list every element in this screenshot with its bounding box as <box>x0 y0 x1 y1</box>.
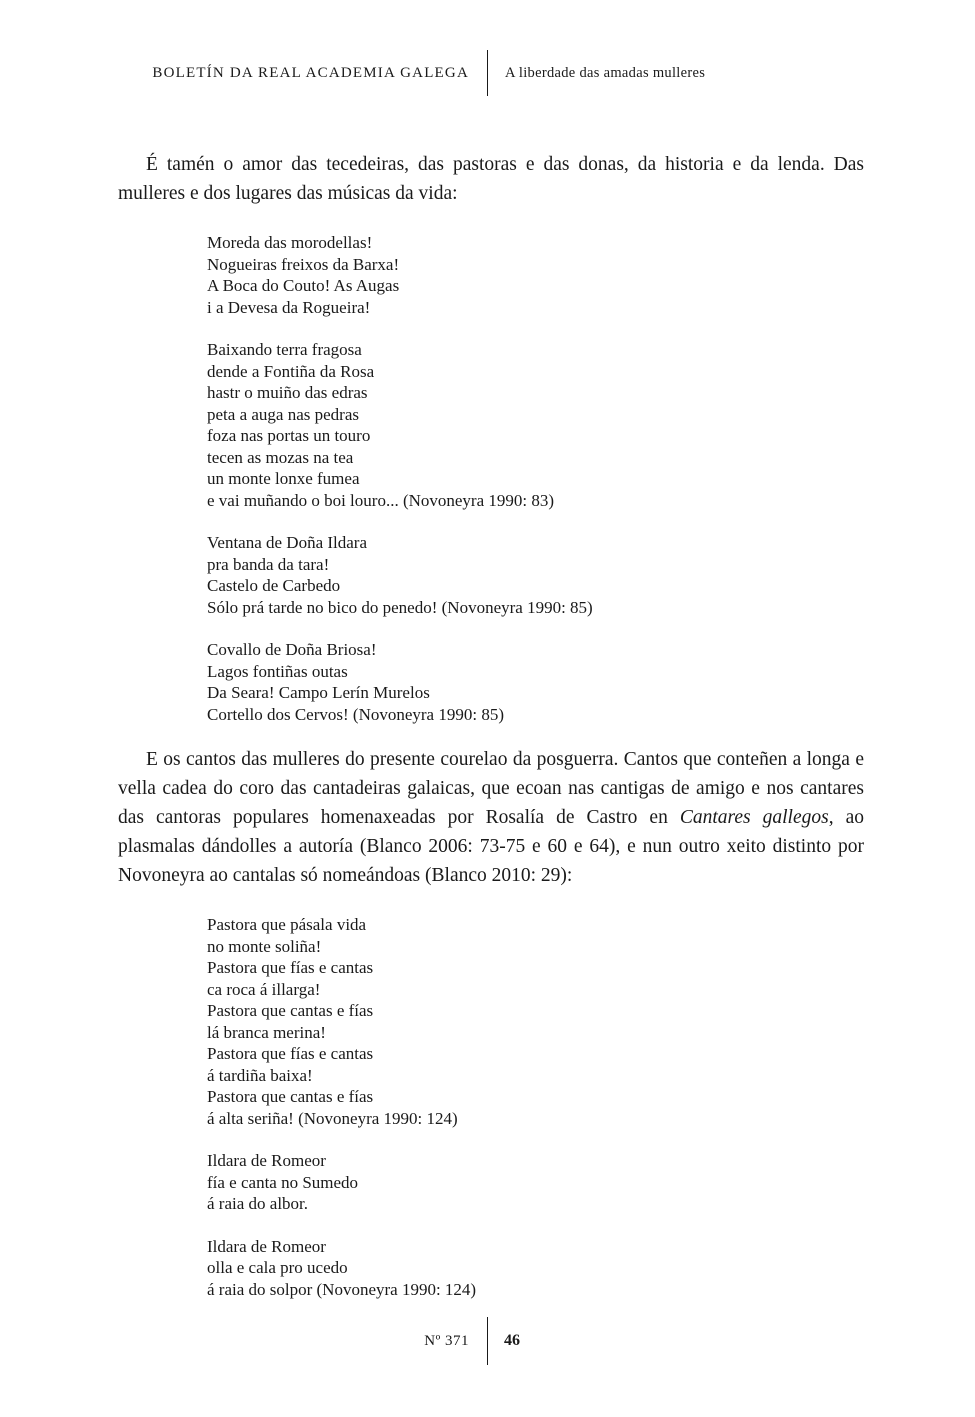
poem-stanza <box>207 639 864 725</box>
running-header <box>0 50 975 96</box>
poem-line: Moreda das morodellas! <box>207 233 373 252</box>
poem-line: Pastora que cantas e fías <box>207 1001 374 1020</box>
poem-stanza <box>207 1236 864 1301</box>
poem-line: lá branca merina! <box>207 1022 326 1042</box>
poem-line: á raia do albor. <box>207 1194 309 1213</box>
text-segment: E os cantos das mulleres do presente courelao da posguerra. Cantos que conteñen a longa e vella cadea do coro das cantadeiras galaicas, que ecoan nas cantigas de amigo e nos cantares das cantoras populares homenaxeadas por Rosalía de Castro en <box>118 749 864 828</box>
poem-line: un monte lonxe fumea <box>207 469 360 488</box>
poem-line: no monte soliña! <box>207 936 322 956</box>
article-title: A liberdade das amadas mulleres <box>505 64 706 81</box>
poem-line: i a Devesa da Rogueira! <box>207 297 371 317</box>
page-footer <box>0 1316 975 1366</box>
text-segment: , ao plasmalas dándolles a autoría (Blanco 2006: 73-75 e 60 e 64), e nun outro xeito distinto por Novoneyra ao cantalas só nomeándoas (Blanco 2010: 29): <box>118 807 864 886</box>
poem-line: hastr o muiño das edras <box>207 383 368 402</box>
poem-line: Ildara de Romeor <box>207 1151 326 1170</box>
poem-quotes-group-2 <box>207 914 864 1300</box>
journal-title: BOLETÍN DA REAL ACADEMIA GALEGA <box>152 64 469 81</box>
poem-line: Pastora que fías e cantas <box>207 958 374 977</box>
text-column <box>118 150 864 1300</box>
poem-line: Pastora que pásala vida <box>207 915 367 934</box>
poem-line: Covallo de Doña Briosa! <box>207 640 377 659</box>
paragraph-intro <box>118 150 864 208</box>
poem-line: Baixando terra fragosa <box>207 340 362 359</box>
poem-stanza <box>207 532 864 618</box>
poem-line: á alta seriña! (Novoneyra 1990: 124) <box>207 1108 458 1128</box>
poem-stanza <box>207 1150 864 1215</box>
text-segment: É tamén o amor das tecedeiras, das pastoras e das donas, da historia e da lenda. Das mulleres e dos lugares das músicas da vida: <box>118 154 864 204</box>
italic-text-segment: Cantares gallegos <box>679 807 829 828</box>
poem-line: olla e cala pro ucedo <box>207 1258 348 1277</box>
poem-line: á tardiña baixa! <box>207 1065 313 1085</box>
poem-line: Sólo prá tarde no bico do penedo! (Novoneyra 1990: 85) <box>207 597 593 617</box>
poem-line: tecen as mozas na tea <box>207 447 354 467</box>
poem-stanza <box>207 914 864 1129</box>
poem-line: pra banda da tara! <box>207 554 330 574</box>
poem-line: peta a auga nas pedras <box>207 404 359 424</box>
poem-line: Cortello dos Cervos! (Novoneyra 1990: 85) <box>207 704 504 724</box>
poem-line: e vai muñando o boi louro... (Novoneyra 1990: 83) <box>207 490 555 510</box>
poem-line: dende a Fontiña da Rosa <box>207 361 375 381</box>
poem-stanza <box>207 232 864 318</box>
poem-line: Ventana de Doña Ildara <box>207 533 368 552</box>
poem-line: Da Seara! Campo Lerín Murelos <box>207 683 430 702</box>
poem-line: á raia do solpor (Novoneyra 1990: 124) <box>207 1279 477 1299</box>
paragraph-cantos <box>118 745 864 890</box>
poem-line: Pastora que fías e cantas <box>207 1044 374 1063</box>
poem-quotes-group-1 <box>207 232 864 725</box>
poem-line: Ildara de Romeor <box>207 1236 326 1256</box>
poem-line: ca roca á illarga! <box>207 979 321 999</box>
issue-number: Nº 371 <box>424 1332 469 1349</box>
poem-line: foza nas portas un touro <box>207 426 371 445</box>
poem-stanza <box>207 339 864 511</box>
poem-line: Castelo de Carbedo <box>207 576 341 595</box>
poem-line: Pastora que cantas e fías <box>207 1087 374 1106</box>
poem-line: A Boca do Couto! As Augas <box>207 276 400 295</box>
page-number: 46 <box>504 1332 520 1349</box>
poem-line: fía e canta no Sumedo <box>207 1172 359 1192</box>
poem-line: Nogueiras freixos da Barxa! <box>207 254 400 274</box>
poem-line: Lagos fontiñas outas <box>207 661 348 681</box>
